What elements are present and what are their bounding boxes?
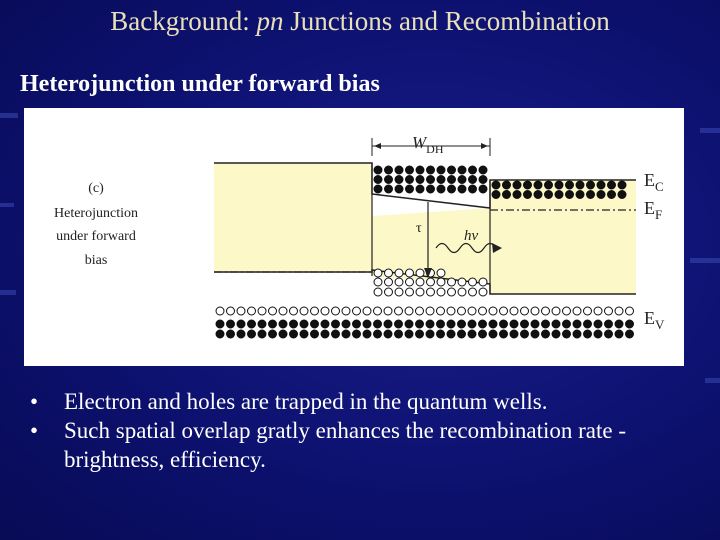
hole-circle xyxy=(300,307,308,315)
valence-electron-dot xyxy=(500,320,508,328)
valence-electron-dot xyxy=(542,320,550,328)
hole-circle xyxy=(458,288,466,296)
valence-electron-dot xyxy=(605,330,613,338)
electron-dot xyxy=(534,181,542,189)
valence-electron-dot xyxy=(447,320,455,328)
hole-circle xyxy=(531,307,539,315)
electron-dot xyxy=(458,185,466,193)
valence-electron-dot xyxy=(384,320,392,328)
slide-title: Background: pn Junctions and Recombination xyxy=(110,6,610,36)
electron-dot xyxy=(458,176,466,184)
hole-circle xyxy=(437,269,445,277)
hole-circle xyxy=(479,288,487,296)
valence-electron-dot xyxy=(510,320,518,328)
electron-dot xyxy=(524,181,532,189)
caption-line: Heterojunction xyxy=(54,206,138,221)
electron-dot xyxy=(406,185,414,193)
valence-electron-dot xyxy=(605,320,613,328)
hole-circle xyxy=(395,307,403,315)
valence-electron-dot xyxy=(216,320,224,328)
hole-circle xyxy=(269,307,277,315)
valence-electron-dot xyxy=(563,330,571,338)
valence-electron-dot xyxy=(237,330,245,338)
hole-circle xyxy=(406,278,414,286)
valence-electron-dot xyxy=(479,330,487,338)
electron-dot xyxy=(374,166,382,174)
valence-electron-dot xyxy=(437,330,445,338)
valence-electron-dot xyxy=(594,320,602,328)
valence-electron-dot xyxy=(342,320,350,328)
hole-circle xyxy=(510,307,518,315)
valence-electron-dot xyxy=(531,320,539,328)
valence-electron-dot xyxy=(321,330,329,338)
valence-electron-dot xyxy=(342,330,350,338)
hole-circle xyxy=(437,307,445,315)
hole-circle xyxy=(626,307,634,315)
valence-electron-dot xyxy=(311,320,319,328)
valence-electron-dot xyxy=(279,330,287,338)
hole-circle xyxy=(469,288,477,296)
hole-circle xyxy=(374,269,382,277)
valence-electron-dot xyxy=(258,320,266,328)
electron-dot xyxy=(448,185,456,193)
hole-circle xyxy=(479,307,487,315)
hole-circle xyxy=(521,307,529,315)
electron-dot xyxy=(469,185,477,193)
electron-dot xyxy=(479,185,487,193)
valence-electron-dot xyxy=(290,320,298,328)
background-streak xyxy=(0,290,16,295)
electron-dot xyxy=(555,191,563,199)
electron-dot xyxy=(566,181,574,189)
electron-dot xyxy=(437,176,445,184)
hole-circle xyxy=(416,278,424,286)
valence-electron-dot xyxy=(615,330,623,338)
background-streak xyxy=(0,203,14,207)
electron-dot xyxy=(395,176,403,184)
hole-circle xyxy=(489,307,497,315)
width-label: $W_{DH}$ xyxy=(412,133,444,156)
valence-electron-dot xyxy=(363,320,371,328)
valence-electron-dot xyxy=(332,320,340,328)
bullet-item: • Such spatial overlap gratly enhances the recombination rate - brightness, efficiency. xyxy=(30,418,627,472)
valence-electron-dot xyxy=(584,320,592,328)
valence-electron-dot xyxy=(258,330,266,338)
electron-dot xyxy=(448,176,456,184)
hole-circle xyxy=(552,307,560,315)
electron-dot xyxy=(469,166,477,174)
electron-dot xyxy=(416,185,424,193)
electron-dot xyxy=(618,191,626,199)
width-arrow-right xyxy=(481,143,488,149)
valence-electron-dot xyxy=(426,330,434,338)
hole-circle xyxy=(332,307,340,315)
electron-dot xyxy=(437,166,445,174)
band-diagram xyxy=(24,108,684,366)
valence-electron-dot xyxy=(563,320,571,328)
background-streak xyxy=(690,258,720,263)
hole-circle xyxy=(500,307,508,315)
electron-dot xyxy=(469,176,477,184)
valence-electron-dots xyxy=(216,320,634,338)
hole-circle xyxy=(437,278,445,286)
valence-electron-dot xyxy=(248,330,256,338)
hole-circle xyxy=(385,269,393,277)
valence-electron-dot xyxy=(552,330,560,338)
valence-electron-dot xyxy=(269,330,277,338)
background-streak xyxy=(0,113,18,118)
electron-dot xyxy=(534,191,542,199)
panel-label: (c) xyxy=(88,181,104,196)
background-streak xyxy=(705,378,720,383)
hole-circle xyxy=(395,288,403,296)
hole-circle xyxy=(406,269,414,277)
electron-dot xyxy=(618,181,626,189)
valence-electron-dot xyxy=(405,330,413,338)
hole-circle xyxy=(395,269,403,277)
electron-dot xyxy=(395,185,403,193)
ev-label: $E_V$ xyxy=(644,308,665,332)
valence-electron-dot xyxy=(468,320,476,328)
hole-circle xyxy=(290,307,298,315)
hole-circle xyxy=(416,269,424,277)
valence-electron-dot xyxy=(437,320,445,328)
electron-dot xyxy=(524,191,532,199)
valence-electron-dot xyxy=(227,330,235,338)
photon-label: hν xyxy=(464,228,479,244)
valence-electron-dot xyxy=(416,330,424,338)
hole-circle xyxy=(563,307,571,315)
hole-circle xyxy=(248,307,256,315)
electron-dot xyxy=(458,166,466,174)
valence-electron-dot xyxy=(290,330,298,338)
valence-electron-dot xyxy=(248,320,256,328)
valence-electron-dot xyxy=(489,330,497,338)
electron-dot xyxy=(597,181,605,189)
background-streak xyxy=(700,128,720,133)
valence-electron-dot xyxy=(395,320,403,328)
electron-dot xyxy=(385,185,393,193)
hole-circle xyxy=(342,307,350,315)
hole-circle xyxy=(437,288,445,296)
caption-line: under forward xyxy=(56,229,136,244)
hole-circle xyxy=(321,307,329,315)
electron-dot xyxy=(385,176,393,184)
valence-electron-dot xyxy=(447,330,455,338)
electron-dot xyxy=(492,191,500,199)
hole-circle xyxy=(458,307,466,315)
valence-electron-dot xyxy=(573,320,581,328)
hole-circle xyxy=(258,307,266,315)
electron-dot xyxy=(448,166,456,174)
valence-electron-dot xyxy=(500,330,508,338)
valence-electron-dot xyxy=(479,320,487,328)
electron-dot xyxy=(427,176,435,184)
valence-electron-dot xyxy=(269,320,277,328)
electron-dot xyxy=(587,181,595,189)
electron-dot xyxy=(608,191,616,199)
valence-electron-dot xyxy=(405,320,413,328)
valence-electron-dot xyxy=(458,330,466,338)
electron-dot xyxy=(513,191,521,199)
hole-circle xyxy=(605,307,613,315)
electron-dot xyxy=(545,191,553,199)
bullet-item: • Electron and holes are trapped in the quantum wells. xyxy=(30,389,548,414)
bullet-dot-icon: • xyxy=(30,389,39,414)
hole-circle xyxy=(448,278,456,286)
valence-electron-dot xyxy=(489,320,497,328)
hole-circle xyxy=(584,307,592,315)
valence-electron-dot xyxy=(237,320,245,328)
electron-dot xyxy=(492,181,500,189)
hole-circle xyxy=(594,307,602,315)
valence-electron-dot xyxy=(395,330,403,338)
title-italic-pn: pn xyxy=(256,6,284,36)
hole-circle xyxy=(416,288,424,296)
hole-circle xyxy=(384,307,392,315)
electron-dot xyxy=(416,176,424,184)
electron-dot xyxy=(385,166,393,174)
hole-circle xyxy=(405,307,413,315)
hole-circle xyxy=(406,288,414,296)
electron-dot xyxy=(555,181,563,189)
hole-circle xyxy=(542,307,550,315)
bullet-list xyxy=(30,387,700,474)
ef-label: $E_F$ xyxy=(644,198,663,222)
slide-subtitle: Heterojunction under forward bias xyxy=(20,71,380,97)
caption-line: bias xyxy=(84,253,108,268)
bullet-dot-icon: • xyxy=(30,418,39,443)
valence-electron-dot xyxy=(363,330,371,338)
electron-dot xyxy=(374,185,382,193)
valence-electron-dot xyxy=(279,320,287,328)
band-diagram-figure xyxy=(24,108,684,366)
hole-circle xyxy=(227,307,235,315)
hole-circle xyxy=(469,278,477,286)
valence-electron-dot xyxy=(542,330,550,338)
hole-circle xyxy=(427,288,435,296)
hole-circle xyxy=(237,307,245,315)
valence-electron-dot xyxy=(300,320,308,328)
valence-electron-dot xyxy=(332,330,340,338)
electron-dot xyxy=(416,166,424,174)
electron-dot xyxy=(587,191,595,199)
valence-electron-dot xyxy=(552,320,560,328)
hole-circle xyxy=(385,278,393,286)
valence-electron-dot xyxy=(416,320,424,328)
electron-dot xyxy=(427,185,435,193)
valence-electron-dot xyxy=(227,320,235,328)
valence-electron-dot xyxy=(426,320,434,328)
hole-circle xyxy=(427,278,435,286)
electron-dot xyxy=(503,191,511,199)
valence-electron-dot xyxy=(626,320,634,328)
width-arrow-left xyxy=(374,143,381,149)
ec-label: $E_C$ xyxy=(644,170,664,194)
valence-electron-dot xyxy=(384,330,392,338)
electron-dot xyxy=(545,181,553,189)
hole-circle xyxy=(573,307,581,315)
valence-electron-dot xyxy=(311,330,319,338)
valence-electron-dot xyxy=(374,330,382,338)
electron-dot xyxy=(503,181,511,189)
valence-electron-dot xyxy=(374,320,382,328)
electron-dot xyxy=(576,181,584,189)
electron-dot xyxy=(406,166,414,174)
valence-electron-dot xyxy=(458,320,466,328)
hole-circle xyxy=(468,307,476,315)
hole-circle xyxy=(416,307,424,315)
valence-electron-dot xyxy=(468,330,476,338)
electron-dot xyxy=(513,181,521,189)
electron-dot xyxy=(479,166,487,174)
valence-electron-dot xyxy=(353,330,361,338)
electron-dot xyxy=(427,166,435,174)
hole-circle xyxy=(374,307,382,315)
electron-dot xyxy=(374,176,382,184)
electron-dot xyxy=(566,191,574,199)
hole-circle xyxy=(279,307,287,315)
valence-electron-dot xyxy=(300,330,308,338)
hole-circle xyxy=(374,288,382,296)
electron-dot xyxy=(406,176,414,184)
valence-electron-dot xyxy=(626,330,634,338)
hole-circle xyxy=(385,288,393,296)
tau-label: τ xyxy=(416,221,422,236)
valence-electron-dot xyxy=(521,320,529,328)
hole-circle xyxy=(353,307,361,315)
valence-electron-dot xyxy=(521,330,529,338)
electron-dot xyxy=(576,191,584,199)
valence-electron-dot xyxy=(615,320,623,328)
hole-circle xyxy=(426,307,434,315)
electron-dot xyxy=(437,185,445,193)
hole-circle xyxy=(479,278,487,286)
valence-electron-dot xyxy=(321,320,329,328)
hole-circle xyxy=(458,278,466,286)
hole-circle xyxy=(374,278,382,286)
hole-circle xyxy=(363,307,371,315)
hole-circle xyxy=(448,288,456,296)
valence-electron-dot xyxy=(216,330,224,338)
valence-electron-dot xyxy=(531,330,539,338)
valence-electron-dot xyxy=(594,330,602,338)
valence-electron-dot xyxy=(573,330,581,338)
hole-circle xyxy=(395,278,403,286)
hole-circle xyxy=(216,307,224,315)
electron-dot xyxy=(479,176,487,184)
valence-electron-dot xyxy=(353,320,361,328)
valence-electron-dot xyxy=(510,330,518,338)
electron-dot xyxy=(608,181,616,189)
electron-dot xyxy=(597,191,605,199)
hole-circle xyxy=(311,307,319,315)
valence-electron-dot xyxy=(584,330,592,338)
hole-circle xyxy=(447,307,455,315)
hole-circle xyxy=(615,307,623,315)
electron-dot xyxy=(395,166,403,174)
